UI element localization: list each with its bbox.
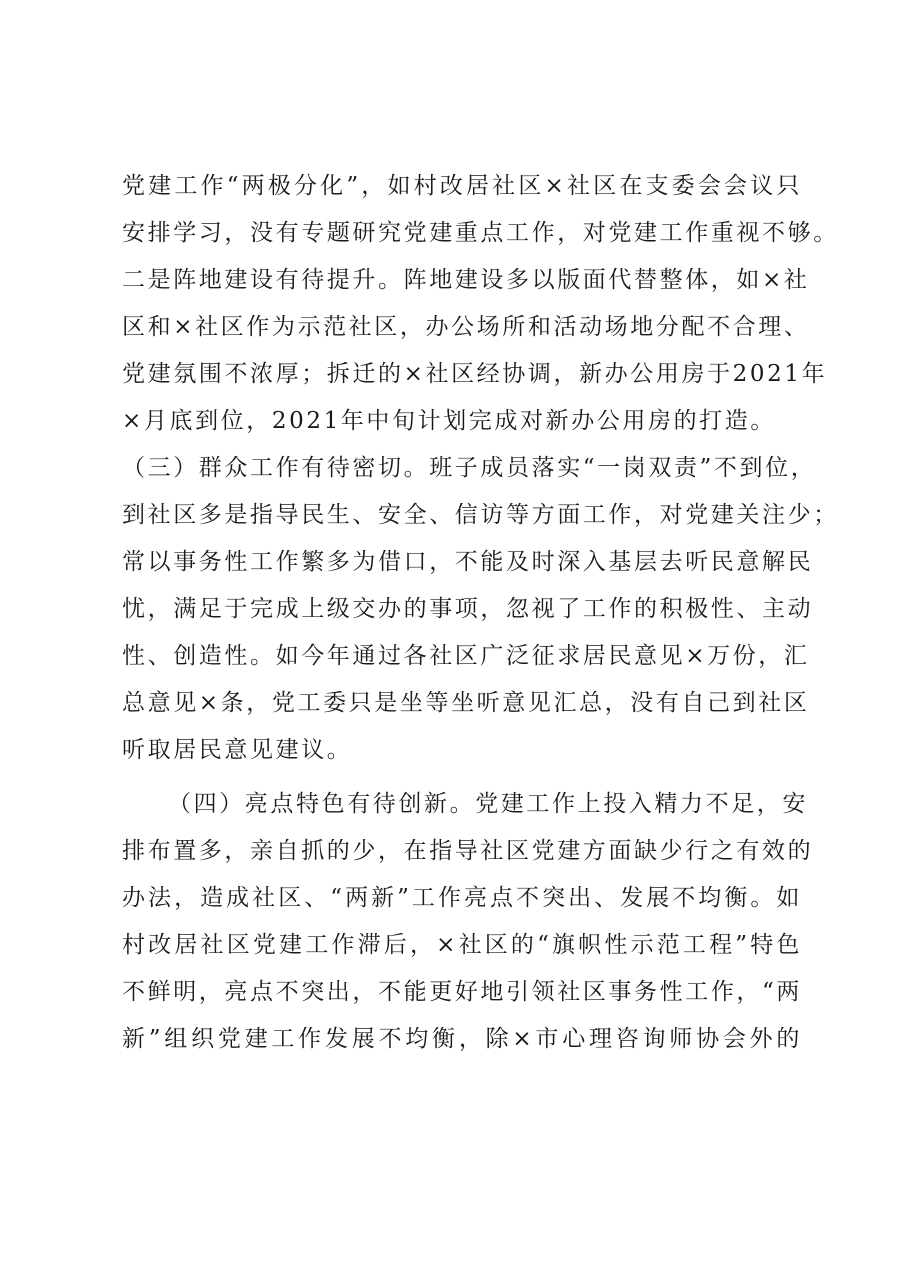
text-line: 排布置多，亲自抓的少，在指导社区党建方面缺少行之有效的 (122, 838, 814, 864)
text-line: 党建工作“两极分化”，如村改居社区×社区在支委会会议只 (122, 173, 802, 199)
text-line: 总意见×条，党工委只是坐等坐听意见汇总，没有自己到社区 (122, 690, 810, 716)
text-line: 区和×社区作为示范社区，办公场所和活动场地分配不合理、 (122, 314, 810, 340)
text-line: 常以事务性工作繁多为借口，不能及时深入基层去听民意解民 (122, 549, 814, 575)
text-line: 二是阵地建设有待提升。阵地建设多以版面代替整体，如×社 (122, 267, 810, 293)
text-line: 听取居民意见建议。 (122, 737, 353, 763)
text-line: ×月底到位，2021年中旬计划完成对新办公用房的打造。 (122, 408, 777, 434)
text-line: 忧，满足于完成上级交办的事项，忽视了工作的积极性、主动 (122, 596, 814, 622)
text-line: 到社区多是指导民生、安全、信访等方面工作，对党建关注少； (122, 502, 839, 528)
text-line: 新”组织党建工作发展不均衡，除×市心理咨询师协会外的 (122, 1026, 802, 1052)
text-line: 不鲜明，亮点不突出，不能更好地引领社区事务性工作，“两 (122, 979, 802, 1005)
text-line: 安排学习，没有专题研究党建重点工作，对党建工作重视不够。 (122, 220, 839, 246)
text-line: （三）群众工作有待密切。班子成员落实“一岗双责”不到位， (122, 455, 817, 481)
text-line: 办法，造成社区、“两新”工作亮点不突出、发展不均衡。如 (122, 885, 802, 911)
text-line: 党建氛围不浓厚；拆迁的×社区经协调，新办公用房于2021年 (122, 361, 828, 387)
text-line: （四）亮点特色有待创新。党建工作上投入精力不足，安 (168, 791, 808, 817)
text-line: 性、创造性。如今年通过各社区广泛征求居民意见×万份，汇 (122, 643, 810, 669)
text-line: 村改居社区党建工作滞后，×社区的“旗帜性示范工程”特色 (122, 932, 802, 958)
